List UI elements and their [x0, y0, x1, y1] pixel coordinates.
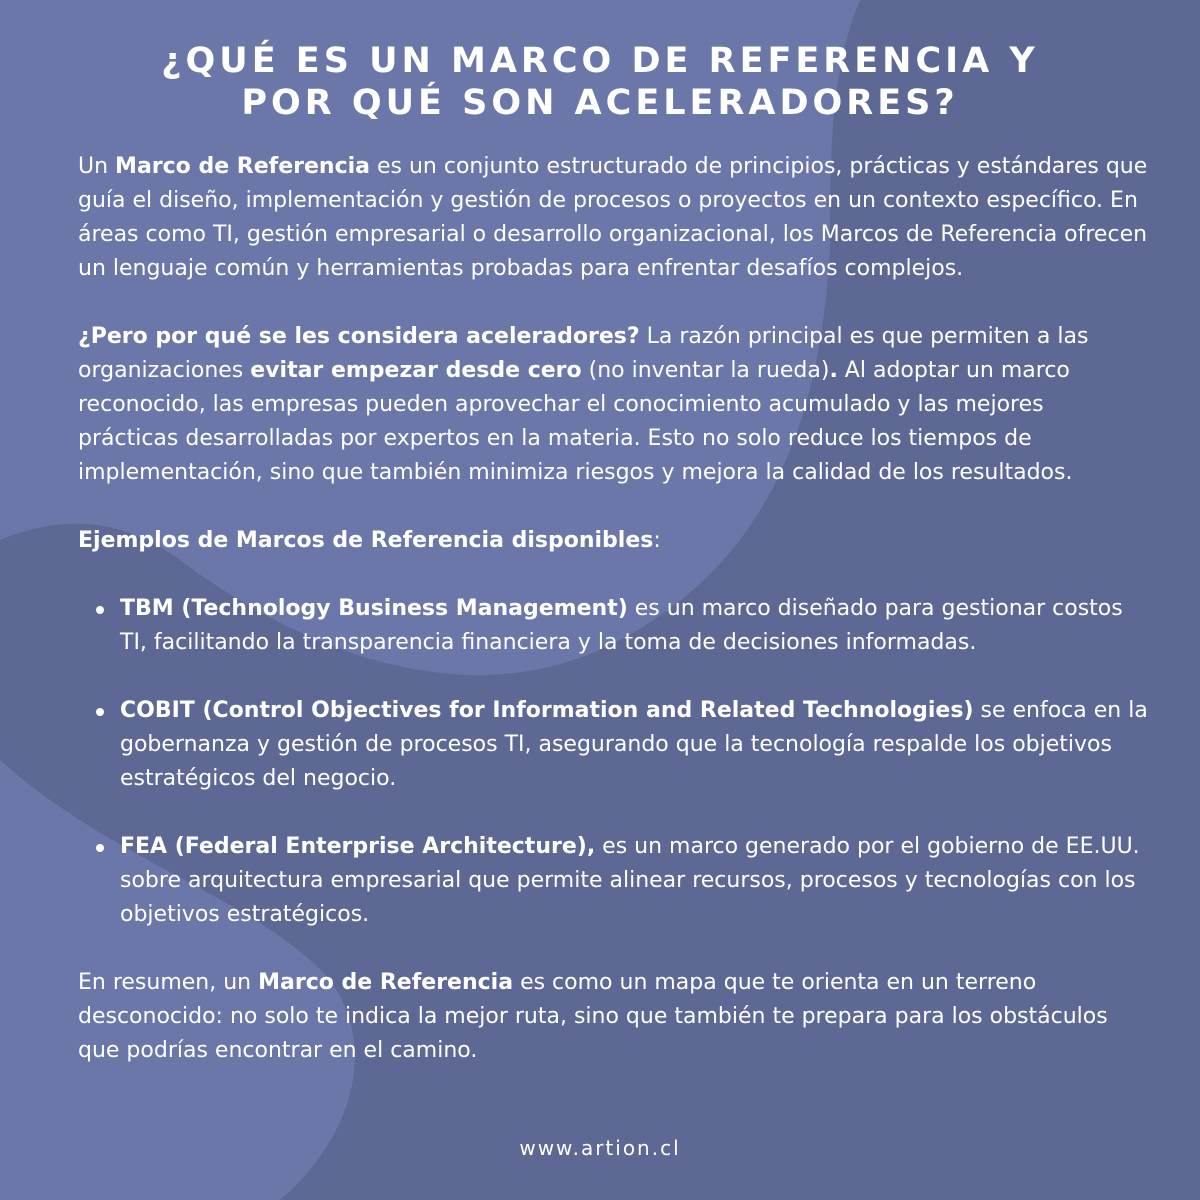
- why-text-3: Al adoptar un marco reconocido, las empresas pueden aprovechar el conocimiento acumulado y las mejores prácticas desarrolladas por expertos en la materia. Esto no solo reduce los tiempos de implementación, sino que también minimiza riesgos y mejora la calidad de los resultados.: [78, 358, 1073, 485]
- example-description: es un marco diseñado para gestionar costos TI, facilitando la transparencia financiera y la toma de decisiones informadas.: [120, 596, 1123, 655]
- list-item: [120, 694, 1148, 796]
- page-title: [0, 40, 1200, 124]
- summary-term: Marco de Referencia: [258, 970, 514, 995]
- why-text-2: (no inventar la rueda): [581, 358, 830, 383]
- example-description: se enfoca en la gobernanza y gestión de procesos TI, asegurando que la tecnología respalde los objetivos estratégicos del negocio.: [120, 698, 1148, 791]
- example-description: es un marco generado por el gobierno de EE.UU. sobre arquitectura empresarial que permite alinear recursos, procesos y tecnologías con los objetivos estratégicos.: [120, 834, 1140, 927]
- example-name: FEA (Federal Enterprise Architecture),: [120, 834, 596, 859]
- example-name: COBIT (Control Objectives for Information and Related Technologies): [120, 698, 974, 723]
- list-item: [120, 830, 1148, 932]
- intro-text-pre: Un: [78, 154, 116, 179]
- examples-heading-text: Ejemplos de Marcos de Referencia disponibles: [78, 528, 654, 553]
- why-paragraph: [78, 320, 1148, 490]
- why-text-1: La razón principal es que permiten a las organizaciones: [78, 324, 1089, 383]
- examples-heading-colon: :: [653, 528, 661, 553]
- why-question: ¿Pero por qué se les considera aceleradores?: [78, 324, 640, 349]
- intro-paragraph: [78, 150, 1148, 286]
- why-emphasis: evitar empezar desde cero: [250, 358, 582, 383]
- examples-heading: [78, 524, 1148, 558]
- title-line-1: ¿QUÉ ES UN MARCO DE REFERENCIA Y: [161, 41, 1039, 81]
- article-body: [78, 150, 1148, 1102]
- why-period: .: [829, 358, 838, 383]
- summary-text-post: es como un mapa que te orienta en un terreno desconocido: no solo te indica la mejor ruta, sino que también te prepara para los obstáculos que podrías encontrar en el camino.: [78, 970, 1108, 1063]
- intro-text-post: es un conjunto estructurado de principios, prácticas y estándares que guía el diseño, implementación y gestión de procesos o proyectos en un contexto específico. En áreas como TI, gestión empresarial o desarrollo organizacional, los Marcos de Referencia ofrecen un lenguaje común y herramientas probadas para enfrentar desafíos complejos.: [78, 154, 1148, 281]
- title-line-2: POR QUÉ SON ACELERADORES?: [241, 83, 959, 123]
- examples-list: [78, 592, 1148, 932]
- summary-paragraph: [78, 966, 1148, 1068]
- summary-text-pre: En resumen, un: [78, 970, 259, 995]
- footer-url: www.artion.cl: [519, 1136, 681, 1160]
- example-name: TBM (Technology Business Management): [120, 596, 628, 621]
- list-item: [120, 592, 1148, 660]
- intro-term: Marco de Referencia: [115, 154, 370, 179]
